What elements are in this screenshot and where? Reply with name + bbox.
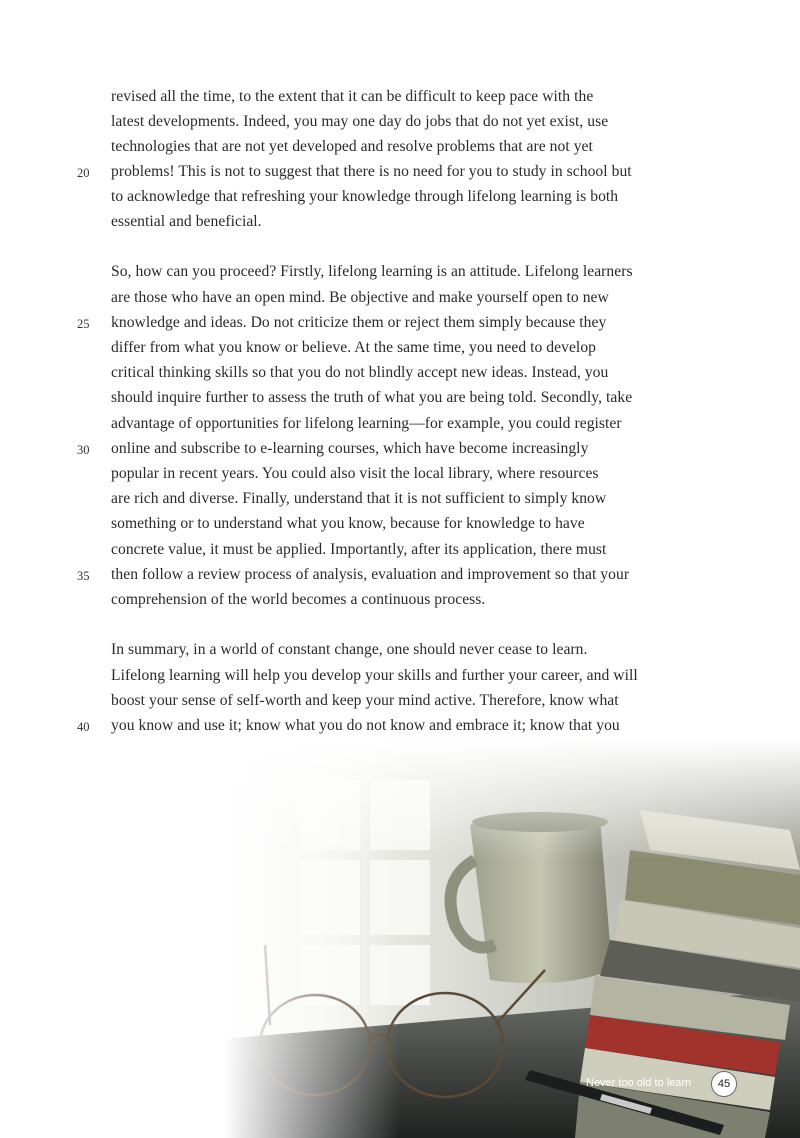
body-line: boost your sense of self-worth and keep your mind active. Therefore, know what — [111, 692, 619, 709]
body-line: something or to understand what you know, because for knowledge to have — [111, 515, 585, 532]
line-number: 20 — [77, 166, 90, 180]
body-line: Lifelong learning will help you develop your skills and further your career, and will — [111, 667, 638, 684]
line-number: 25 — [77, 317, 90, 331]
body-line: knowledge and ideas. Do not criticize them or reject them simply because they — [111, 314, 607, 331]
body-line: popular in recent years. You could also visit the local library, where resources — [111, 465, 599, 482]
running-title: Never too old to learn — [586, 1077, 692, 1089]
body-line: are rich and diverse. Finally, understand that it is not sufficient to simply know — [111, 490, 607, 507]
body-line: differ from what you know or believe. At the same time, you need to develop — [111, 339, 597, 356]
body-line: should inquire further to assess the truth of what you are being told. Secondly, take — [111, 389, 633, 406]
body-line: latest developments. Indeed, you may one day do jobs that do not yet exist, use — [111, 113, 609, 130]
body-line: problems! This is not to suggest that there is no need for you to study in school but — [111, 163, 632, 180]
line-number: 30 — [77, 443, 90, 457]
body-line: are those who have an open mind. Be objective and make yourself open to new — [111, 289, 609, 306]
page-number: 45 — [711, 1071, 737, 1097]
body-line: then follow a review process of analysis, evaluation and improvement so that your — [111, 566, 630, 583]
body-line: technologies that are not yet developed and resolve problems that are not yet — [111, 138, 593, 155]
body-line: essential and beneficial. — [111, 213, 262, 230]
body-line: comprehension of the world becomes a continuous process. — [111, 591, 486, 608]
body-line: you know and use it; know what you do not know and embrace it; know that you — [111, 717, 620, 734]
body-line: critical thinking skills so that you do not blindly accept new ideas. Instead, you — [111, 364, 609, 381]
body-line: to acknowledge that refreshing your knowledge through lifelong learning is both — [111, 188, 619, 205]
body-line: In summary, in a world of constant change, one should never cease to learn. — [111, 641, 588, 658]
body-line: advantage of opportunities for lifelong learning—for example, you could register — [111, 415, 622, 432]
body-line: So, how can you proceed? Firstly, lifelong learning is an attitude. Lifelong learners — [111, 263, 633, 280]
line-number: 35 — [77, 569, 90, 583]
line-number: 40 — [77, 720, 90, 734]
body-line: revised all the time, to the extent that it can be difficult to keep pace with the — [111, 88, 594, 105]
body-line: online and subscribe to e-learning courses, which have become increasingly — [111, 440, 589, 457]
body-line: concrete value, it must be applied. Importantly, after its application, there must — [111, 541, 607, 558]
